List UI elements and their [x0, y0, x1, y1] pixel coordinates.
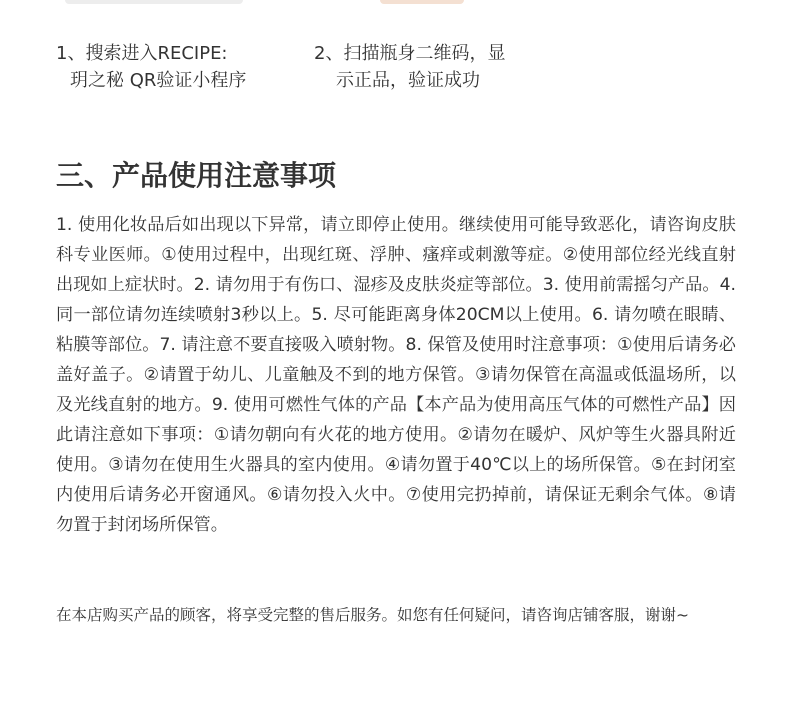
verification-steps	[56, 40, 736, 100]
service-note: 在本店购买产品的顾客，将享受完整的售后服务。如您有任何疑问，请咨询店铺客服，谢谢~	[56, 606, 689, 624]
section-title: 三、产品使用注意事项	[56, 159, 337, 192]
product-image-right	[380, 0, 464, 4]
step-line: 玥之秘 QR验证小程序	[70, 70, 247, 91]
usage-cautions: 1. 使用化妆品后如出现以下异常，请立即停止使用。继续使用可能导致恶化，请咨询皮肤科专业医师。①使用过程中，出现红斑、浮肿、瘙痒或刺激等症。②使用部位经光线直射出现如上症状时。2. 请勿用于有伤口、湿疹及皮肤炎症等部位。3. 使用前需摇匀产品。4. 同一部位请勿连续喷射3秒以上。5. 尽可能距离身体20CM以上使用。6. 请勿喷在眼睛、粘膜等部位。7. 请注意不要直接吸入喷射物。8. 保管及使用时注意事项：①使用后请务必盖好盖子。②请置于幼儿、儿童触及不到的地方保管。③请勿保管在高温或低温场所，以及光线直射的地方。9. 使用可燃性气体的产品【本产品为使用高压气体的可燃性产品】因此请注意如下事项：①请勿朝向有火花的地方使用。②请勿在暖炉、风炉等生火器具附近使用。③请勿在使用生火器具的室内使用。④请勿置于40℃以上的场所保管。⑤在封闭室内使用后请务必开窗通风。⑥请勿投入火中。⑦使用完扔掉前，请保证无剩余气体。⑧请勿置于封闭场所保管。	[56, 215, 736, 535]
product-image-left	[65, 0, 243, 4]
step-line: 示正品，验证成功	[336, 70, 480, 91]
step-item	[56, 40, 296, 94]
step-line: 1、搜索进入RECIPE:	[56, 43, 228, 64]
step-line: 2、扫描瓶身二维码，显	[314, 43, 506, 64]
step-item	[314, 40, 554, 94]
